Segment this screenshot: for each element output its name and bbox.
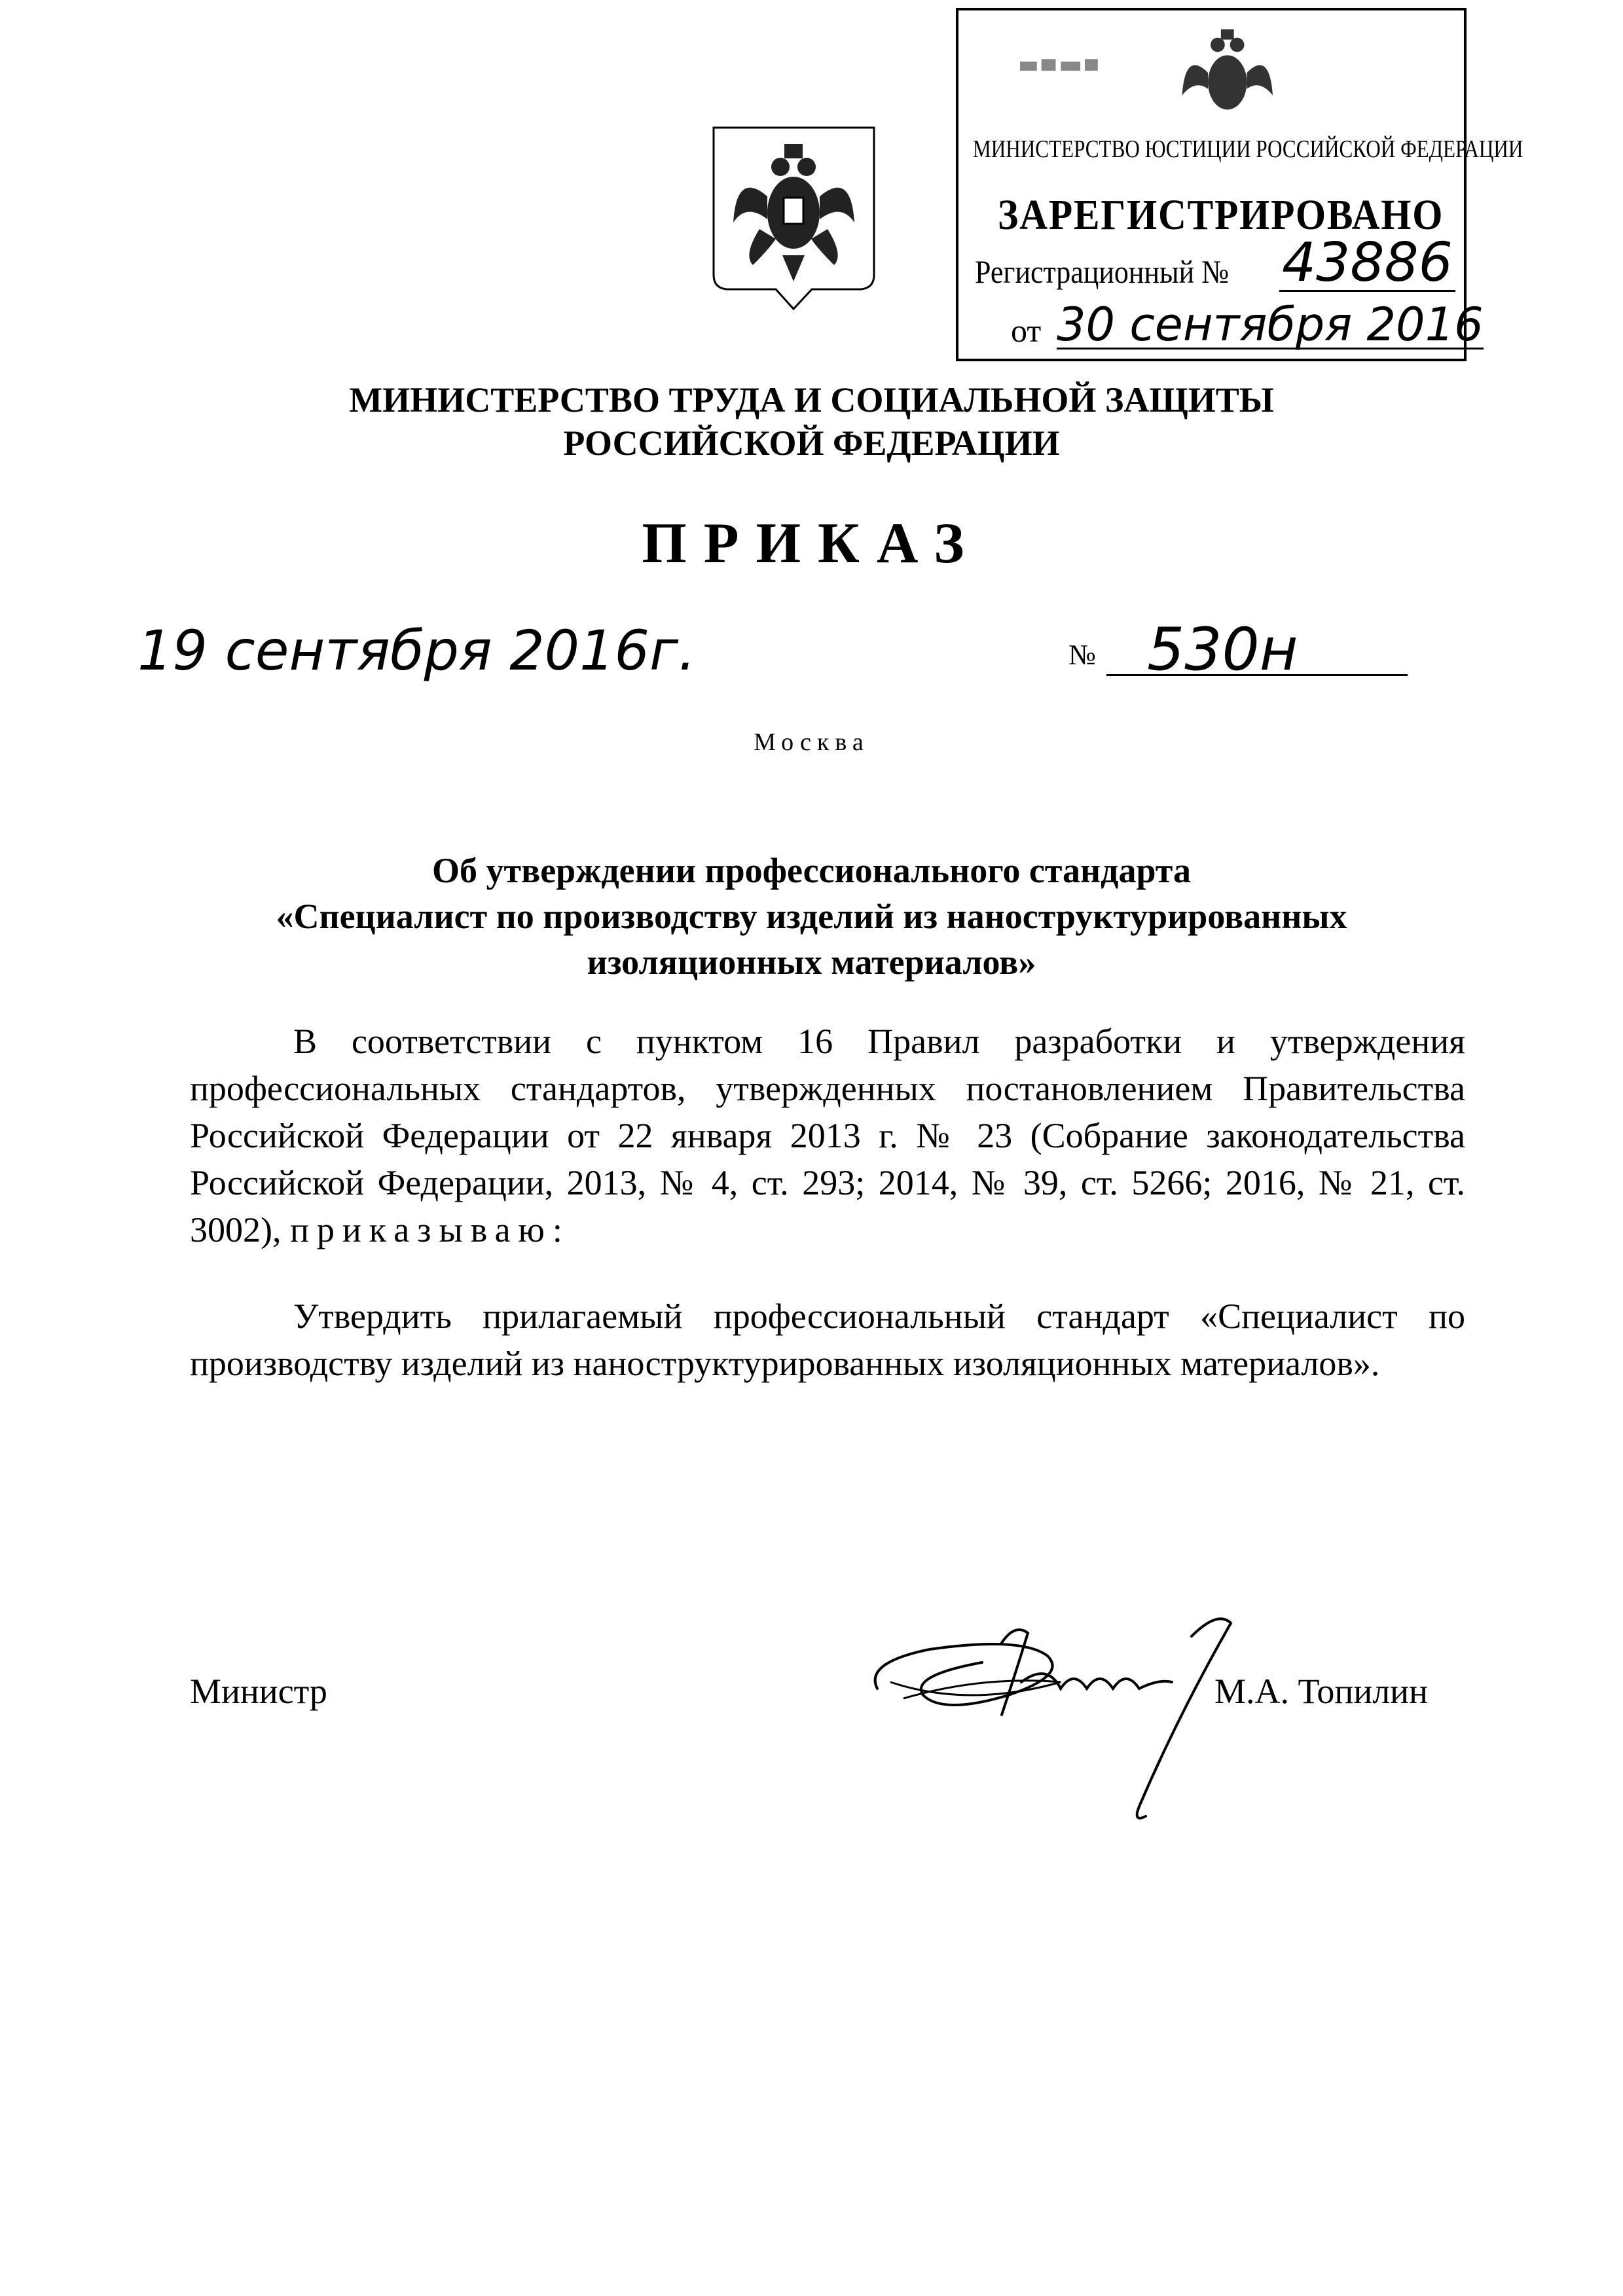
coat-of-arms-emblem [707, 124, 881, 311]
order-number-handwritten: 530н [1147, 615, 1298, 684]
order-number-label: № [1068, 639, 1096, 671]
subject-line-1: Об утверждении профессионального стандарта [432, 851, 1191, 890]
registration-stamp [956, 8, 1523, 361]
ministry-line-2: РОССИЙСКОЙ ФЕДЕРАЦИИ [563, 423, 1060, 463]
paragraph-1-text: В соответствии с пунктом 16 Правил разработки и утверждения профессиональных стандартов, утвержденных постановлением Правительства Российской Федерации от 22 января 2013 г. № 23 (Собрание законодательства Российской Федерации, 2013, № 4, ст. 293; 2014, № 39, ст. 5266; 2016, № 21, ст. 3002), [190, 1022, 1465, 1249]
handwritten-signature [851, 1584, 1388, 1846]
stamp-emblem-graphic [958, 10, 1464, 141]
stamp-reg-label: Регистрационный № [975, 253, 1230, 290]
signer-title: Министр [190, 1672, 327, 1711]
document-type-title: ПРИКАЗ [642, 512, 981, 575]
subject-line-2: «Специалист по производству изделий из наноструктурированных [276, 897, 1347, 936]
order-subject [131, 848, 1492, 985]
paragraph-2-text: Утвердить прилагаемый профессиональный стандарт «Специалист по производству изделий из наноструктурированных изоляционных материалов». [190, 1297, 1465, 1383]
subject-line-3: изоляционных материалов» [587, 942, 1036, 982]
stamp-registered-title: ЗАРЕГИСТРИРОВАНО [998, 191, 1444, 239]
body-paragraph-2 [190, 1293, 1465, 1387]
stamp-date-handwritten: 30 сентября 2016 [1057, 298, 1484, 351]
body-paragraph-1 [190, 1018, 1465, 1253]
stamp-reg-number: 43886 [1279, 236, 1455, 292]
ministry-heading [0, 378, 1623, 465]
ministry-line-1: МИНИСТЕРСТВО ТРУДА И СОЦИАЛЬНОЙ ЗАЩИТЫ [349, 380, 1274, 420]
order-date-handwritten: 19 сентября 2016г. [137, 619, 696, 683]
order-verb: приказываю: [289, 1210, 570, 1249]
signer-name: М.А. Топилин [1214, 1672, 1428, 1711]
stamp-date-prefix: от [1011, 312, 1042, 349]
city-label: Москва [754, 728, 869, 756]
stamp-ministry-text: МИНИСТЕРСТВО ЮСТИЦИИ РОССИЙСКОЙ ФЕДЕРАЦИИ [973, 135, 1523, 163]
